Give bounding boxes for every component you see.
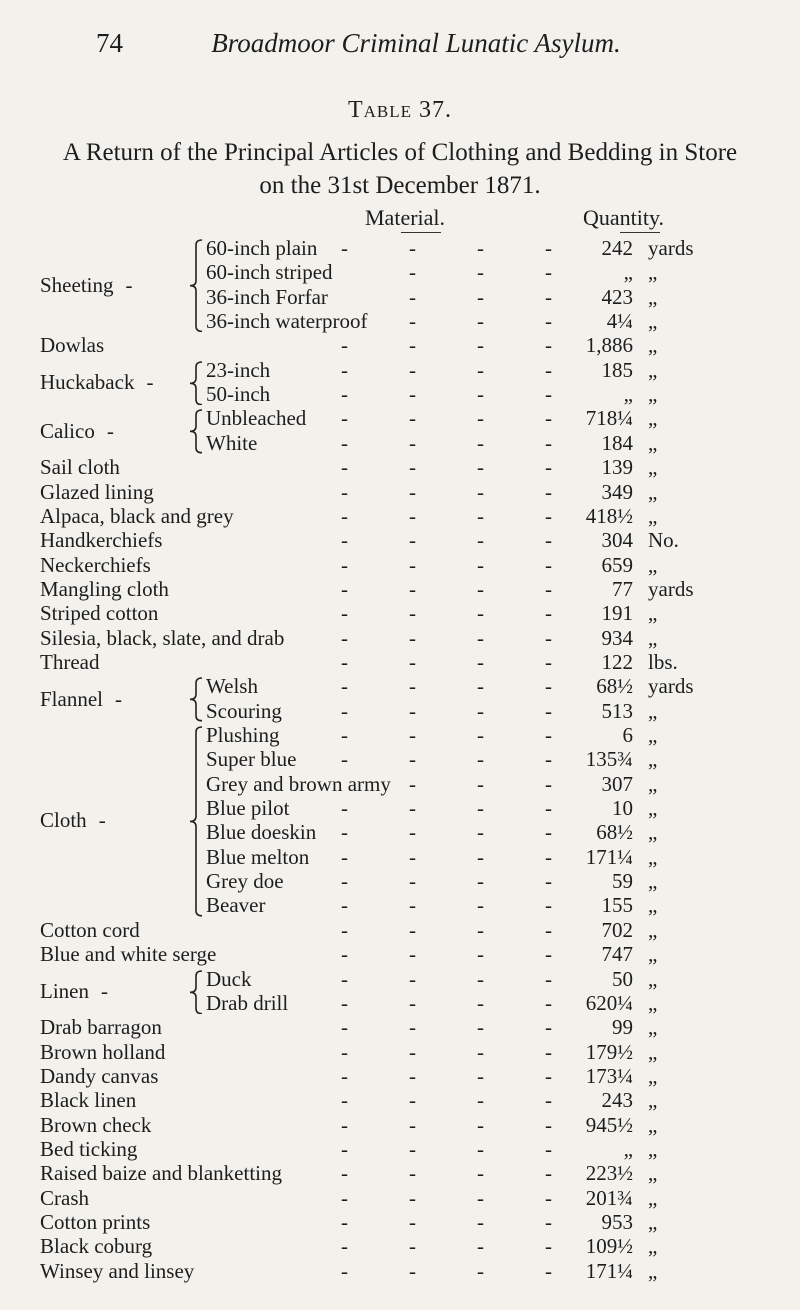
material-label: Blue and white serge	[40, 942, 217, 967]
page-number: 74	[96, 28, 123, 58]
table-row: Grey doe - - - - 59 „	[206, 869, 658, 894]
table-row: Raised baize and blanketting - - - - 223½ „	[40, 1161, 658, 1186]
quantity-value: 307	[601, 771, 633, 796]
quantity-value: 179½	[585, 1039, 633, 1064]
quantity-value: 59	[612, 869, 633, 894]
material-label: Unbleached	[206, 406, 307, 431]
material-label: Plushing	[206, 723, 280, 747]
quantity-unit: yards	[648, 674, 694, 699]
column-header-material: Material.	[365, 205, 446, 230]
table-row: Duck - - - - 50 „	[206, 966, 658, 991]
quantity-unit: „	[648, 1088, 658, 1113]
material-label: Crash	[40, 1185, 89, 1210]
material-label: Blue doeskin	[206, 820, 317, 845]
table-row: Glazed lining - - - - 349 „	[40, 479, 658, 504]
group-brace	[188, 970, 204, 1015]
quantity-unit: „	[648, 1039, 658, 1064]
table-row: Scouring - - - - 513 „	[206, 698, 658, 723]
quantity-value: 109½	[585, 1234, 633, 1259]
material-label: Striped cotton	[40, 601, 159, 626]
quantity-unit: „	[648, 625, 658, 650]
quantity-value: 934	[601, 625, 633, 650]
group-brace	[188, 726, 204, 917]
group-dash: -	[100, 978, 110, 1003]
quantity-value: 10	[612, 796, 633, 821]
quantity-unit: yards	[648, 236, 694, 260]
material-label: Beaver	[206, 893, 266, 918]
table-row: Mangling cloth - - - - 77 yards	[40, 576, 694, 601]
quantity-unit: „	[648, 1185, 658, 1210]
quantity-value: 349	[601, 479, 633, 504]
quantity-unit: yards	[648, 576, 694, 601]
material-label: 36-inch waterproof	[206, 309, 368, 334]
material-label: White	[206, 430, 258, 455]
material-label: Blue melton	[206, 844, 310, 869]
material-label: Dowlas	[40, 333, 105, 358]
table-row: Beaver - - - - 155 „	[206, 893, 658, 918]
group-brace	[188, 677, 204, 722]
quantity-unit: „	[648, 260, 658, 285]
material-label: Black coburg	[40, 1234, 153, 1259]
table-row: Blue melton - - - - 171¼ „	[206, 844, 658, 869]
quantity-unit: „	[648, 455, 658, 480]
group-dash: -	[98, 808, 108, 833]
table-row: Alpaca, black and grey - - - - 418½ „	[40, 503, 658, 528]
material-label: Mangling cloth	[40, 576, 169, 601]
quantity-value: 99	[612, 1015, 633, 1040]
brace-path	[190, 240, 202, 331]
material-label: Grey and brown army	[206, 771, 391, 796]
group-label: Sheeting	[40, 272, 114, 297]
material-label: Brown holland	[40, 1039, 166, 1064]
material-label: Scouring	[206, 698, 282, 723]
quantity-value: 243	[601, 1088, 633, 1113]
table-row: Cotton prints - - - - 953 „	[40, 1210, 658, 1234]
quantity-value: 702	[601, 917, 633, 942]
table-row: Crash - - - - 201¾ „	[40, 1185, 658, 1210]
table-row: Handkerchiefs - - - - 304 No.	[40, 528, 679, 553]
quantity-unit: „	[648, 796, 658, 821]
brace-path	[190, 971, 202, 1014]
table-row: Dowlas - - - - 1,886 „	[40, 333, 658, 358]
table-label: Table 37.	[347, 97, 453, 123]
quantity-unit: „	[648, 1063, 658, 1088]
group-label: Cloth	[40, 808, 87, 833]
quantity-unit: „	[648, 1112, 658, 1137]
quantity-unit: „	[648, 1258, 658, 1283]
table-row: Blue doeskin - - - - 68½ „	[206, 820, 658, 845]
quantity-value: 191	[601, 601, 633, 626]
table-row: Blue pilot - - - - 10 „	[206, 796, 658, 821]
table-row: Winsey and linsey - - - - 171¼ „	[40, 1258, 658, 1283]
brace-path	[190, 362, 202, 405]
quantity-unit: „	[648, 601, 658, 626]
table-row: Drab barragon - - - - 99 „	[40, 1015, 658, 1040]
quantity-value: 171¼	[585, 844, 633, 869]
running-head: Broadmoor Criminal Lunatic Asylum.	[211, 28, 621, 58]
quantity-value: 68½	[596, 820, 633, 845]
table-row: 23-inch - - - - 185 „	[206, 357, 658, 382]
table-row: Brown check - - - - 945½ „	[40, 1112, 658, 1137]
quantity-value: 242	[601, 236, 633, 260]
column-rule-quantity	[620, 232, 660, 233]
quantity-unit: „	[648, 309, 658, 334]
table-row: Black linen - - - - 243 „	[40, 1088, 658, 1113]
material-label: Welsh	[206, 674, 258, 699]
material-label: Alpaca, black and grey	[40, 503, 234, 528]
quantity-unit: „	[648, 503, 658, 528]
quantity-value: „	[623, 260, 633, 285]
quantity-unit: „	[648, 1136, 658, 1161]
material-label: Drab drill	[206, 990, 289, 1015]
quantity-unit: „	[648, 942, 658, 967]
quantity-value: 718¼	[585, 406, 633, 431]
brace-path	[190, 727, 202, 916]
material-label: Cotton prints	[40, 1210, 151, 1234]
column-header-quantity: Quantity.	[583, 205, 665, 230]
quantity-value: 513	[601, 698, 633, 723]
table-row: 36-inch Forfar - - - 423 „	[206, 284, 658, 309]
quantity-value: 173¼	[585, 1063, 633, 1088]
quantity-value: 184	[601, 430, 633, 455]
quantity-value: 945½	[585, 1112, 633, 1137]
quantity-unit: „	[648, 1210, 658, 1234]
material-label: Cotton cord	[40, 917, 140, 942]
material-label: Bed ticking	[40, 1136, 138, 1161]
quantity-value: 68½	[596, 674, 633, 699]
group-dash: -	[106, 418, 116, 443]
table-row: Super blue - - - - 135¾ „	[206, 747, 658, 772]
group-dash: -	[115, 686, 124, 711]
quantity-unit: „	[648, 1234, 658, 1259]
quantity-unit: lbs.	[648, 649, 678, 674]
brace-path	[190, 678, 202, 721]
material-label: Neckerchiefs	[40, 552, 151, 577]
table-row: 50-inch - - - - „ „	[206, 382, 658, 407]
material-label: 60-inch plain	[206, 236, 318, 260]
quantity-unit: „	[648, 552, 658, 577]
quantity-unit: „	[648, 430, 658, 455]
quantity-unit: „	[648, 479, 658, 504]
material-label: 23-inch	[206, 357, 271, 382]
material-label: Drab barragon	[40, 1015, 162, 1040]
material-label: Raised baize and blanketting	[40, 1161, 283, 1186]
table-row: Blue and white serge - - - - 747 „	[40, 942, 658, 967]
quantity-value: 185	[601, 357, 633, 382]
group-brace	[188, 409, 204, 454]
material-label: 36-inch Forfar	[206, 284, 328, 309]
quantity-unit: „	[648, 990, 658, 1015]
table-row: Cotton cord - - - - 702 „	[40, 917, 658, 942]
brace-path	[190, 410, 202, 453]
quantity-value: 304	[601, 528, 633, 553]
quantity-value: 122	[601, 649, 633, 674]
quantity-value: 659	[601, 552, 633, 577]
material-label: Grey doe	[206, 869, 284, 894]
material-label: Thread	[40, 649, 100, 674]
quantity-unit: „	[648, 747, 658, 772]
table-row: Thread - - - - 122 lbs.	[40, 649, 678, 674]
table-row: Grey and brown army - - - 307 „	[206, 771, 658, 796]
quantity-value: 747	[601, 942, 633, 967]
group-brace	[188, 361, 204, 406]
quantity-unit: „	[648, 893, 658, 918]
material-label: Super blue	[206, 747, 297, 772]
table-row: Neckerchiefs - - - - 659 „	[40, 552, 658, 577]
quantity-value: 953	[601, 1210, 633, 1234]
quantity-unit: „	[648, 406, 658, 431]
quantity-unit: „	[648, 382, 658, 407]
quantity-unit: „	[648, 1015, 658, 1040]
quantity-unit: „	[648, 869, 658, 894]
table-row: Bed ticking - - - - „ „	[40, 1136, 658, 1161]
quantity-value: „	[623, 1136, 633, 1161]
group-dash: -	[125, 272, 135, 297]
quantity-value: 77	[612, 576, 633, 601]
table-row: Plushing - - - - 6 „	[206, 723, 658, 747]
table-row: Black coburg - - - - 109½ „	[40, 1234, 658, 1259]
quantity-value: 135¾	[585, 747, 633, 772]
material-label: 60-inch striped	[206, 260, 333, 285]
material-label: Handkerchiefs	[40, 528, 163, 553]
quantity-value: 171¼	[585, 1258, 633, 1283]
group-dash: -	[146, 370, 156, 395]
quantity-unit: No.	[648, 528, 679, 553]
material-label: Glazed lining	[40, 479, 154, 504]
table-row: White - - - - 184 „	[206, 430, 658, 455]
quantity-value: 1,886	[585, 333, 633, 358]
table-row: Dandy canvas - - - - 173¼ „	[40, 1063, 658, 1088]
quantity-value: 139	[601, 455, 633, 480]
quantity-unit: „	[648, 771, 658, 796]
table-row: 60-inch plain - - - - 242 yards	[206, 236, 694, 260]
quantity-value: 423	[601, 284, 633, 309]
quantity-unit: „	[648, 357, 658, 382]
table-row: Drab drill - - - - 620¼ „	[206, 990, 658, 1015]
quantity-value: 50	[612, 966, 633, 991]
table-row: Brown holland - - - - 179½ „	[40, 1039, 658, 1064]
table-row: Sail cloth - - - - 139 „	[40, 455, 658, 480]
material-label: Silesia, black, slate, and drab	[40, 625, 285, 650]
group-label: Linen	[40, 978, 89, 1003]
material-label: 50-inch	[206, 382, 271, 407]
column-rule-material	[401, 232, 441, 233]
table-row: Silesia, black, slate, and drab - - - - 934 „	[40, 625, 658, 650]
quantity-unit: „	[648, 1161, 658, 1186]
material-label: Dandy canvas	[40, 1063, 159, 1088]
quantity-unit: „	[648, 698, 658, 723]
quantity-unit: „	[648, 917, 658, 942]
quantity-unit: „	[648, 820, 658, 845]
group-label: Flannel	[40, 686, 103, 711]
material-label: Winsey and linsey	[40, 1258, 195, 1283]
quantity-value: 4¼	[606, 309, 633, 334]
table-row: 60-inch striped - - - „ „	[206, 260, 658, 285]
material-label: Blue pilot	[206, 796, 290, 821]
quantity-value: 418½	[585, 503, 633, 528]
quantity-unit: „	[648, 966, 658, 991]
table-row: Welsh - - - - 68½ yards	[206, 674, 694, 699]
quantity-value: 223½	[585, 1161, 633, 1186]
material-label: Brown check	[40, 1112, 152, 1137]
table-caption: A Return of the Principal Articles of Clothing and Bedding in Store on the 31st December 1871.	[62, 139, 738, 199]
table-row: Unbleached - - - - 718¼ „	[206, 406, 658, 431]
quantity-unit: „	[648, 844, 658, 869]
group-label: Huckaback	[40, 370, 135, 395]
quantity-unit: „	[648, 284, 658, 309]
quantity-value: 6	[622, 723, 633, 747]
material-label: Black linen	[40, 1088, 137, 1113]
table-row: Striped cotton - - - - 191 „	[40, 601, 658, 626]
quantity-value: „	[623, 382, 633, 407]
quantity-value: 155	[601, 893, 633, 918]
table-row: 36-inch waterproof - - - 4¼ „	[206, 309, 658, 334]
quantity-value: 620¼	[585, 990, 633, 1015]
material-label: Duck	[206, 966, 252, 991]
group-brace	[188, 239, 204, 332]
quantity-unit: „	[648, 723, 658, 747]
group-label: Calico	[40, 418, 95, 443]
quantity-value: 201¾	[585, 1185, 633, 1210]
material-label: Sail cloth	[40, 455, 120, 480]
quantity-unit: „	[648, 333, 658, 358]
